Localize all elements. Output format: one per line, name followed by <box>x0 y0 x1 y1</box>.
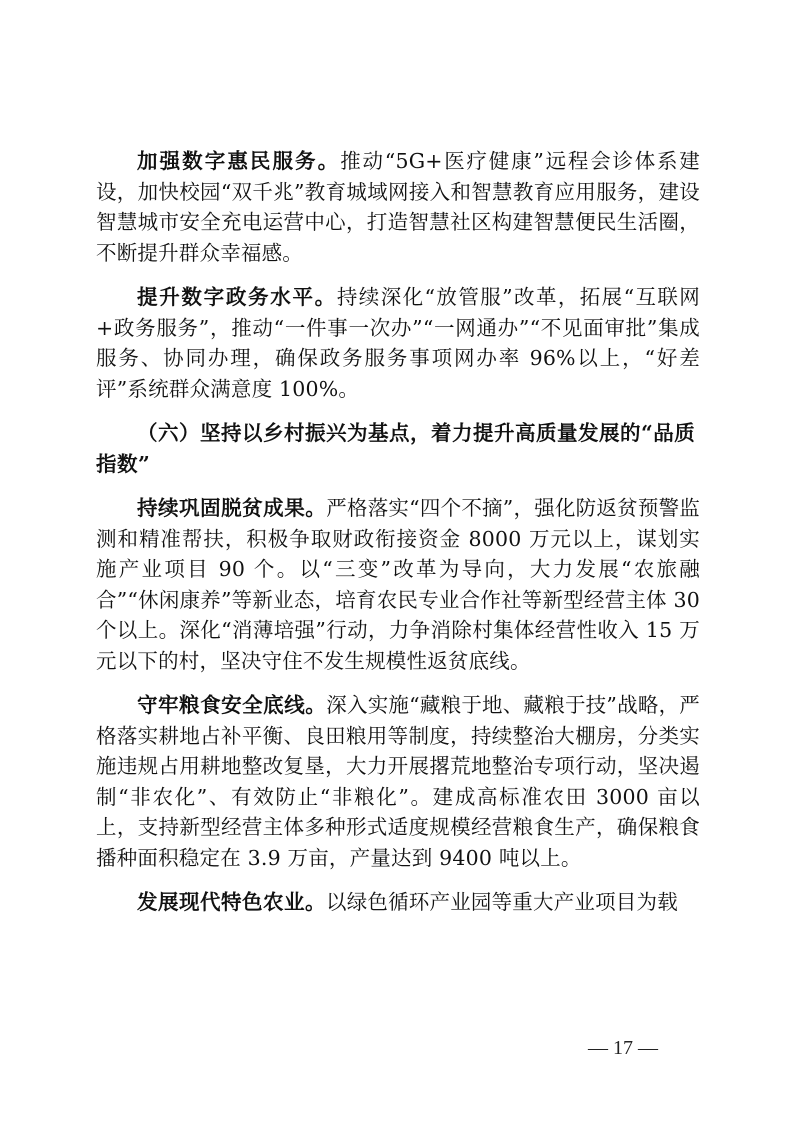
paragraph-body: 推动“5G+医疗健康”远程会诊体系建设，加快校园“双千兆”教育城域网接入和智慧教育应用服务，建设智慧城市安全充电运营中心，打造智慧社区构建智慧便民生活圈，不断提升群众幸福感。 <box>96 149 701 265</box>
document-page <box>96 146 700 918</box>
paragraph-body: 持续深化“放管服”改革，拓展“互联网+政务服务”，推动“一件事一次办”“一网通办”“不见面审批”集成服务、协同办理，确保政务服务事项网办率 96%以上，“好差评”系统群众满意度 100%。 <box>96 285 700 401</box>
paragraph-body: 以绿色循环产业园等重大产业项目为载 <box>326 890 678 914</box>
paragraph-lead: 提升数字政务水平。 <box>137 285 337 309</box>
page-number: — 17 — <box>588 1037 658 1059</box>
paragraph-food-security <box>96 690 700 873</box>
paragraph-lead: 加强数字惠民服务。 <box>137 149 341 173</box>
paragraph-poverty-results <box>96 493 700 676</box>
paragraph-digital-governance <box>96 282 700 404</box>
paragraph-digital-services <box>96 146 700 268</box>
paragraph-lead: 发展现代特色农业。 <box>137 890 326 914</box>
paragraph-lead: 持续巩固脱贫成果。 <box>137 496 327 520</box>
paragraph-lead: 守牢粮食安全底线。 <box>137 693 327 717</box>
section-heading: （六）坚持以乡村振兴为基点，着力提升高质量发展的“品质指数” <box>96 421 696 476</box>
paragraph-body: 深入实施“藏粮于地、藏粮于技”战略，严格落实耕地占补平衡、良田粮用等制度，持续整治大棚房，分类实施违规占用耕地整改复垦，大力开展撂荒地整治专项行动，坚决遏制“非农化”、有效防止“非粮化”。建成高标准农田 3000 亩以上，支持新型经营主体多种形式适度规模经营粮食生产，确保粮食播种面积稳定在 3.9 万亩，产量达到 9400 吨以上。 <box>96 693 700 870</box>
paragraph-body: 严格落实“四个不摘”，强化防返贫预警监测和精准帮扶，积极争取财政衔接资金 8000 万元以上，谋划实施产业项目 90 个。以“三变”改革为导向，大力发展“农旅融合”“休闲康养”等新业态，培育农民专业合作社等新型经营主体 30 个以上。深化“消薄培强”行动，力争消除村集体经营性收入 15 万元以下的村，坚决守住不发生规模性返贫底线。 <box>96 496 700 673</box>
paragraph-modern-agriculture <box>96 887 700 918</box>
